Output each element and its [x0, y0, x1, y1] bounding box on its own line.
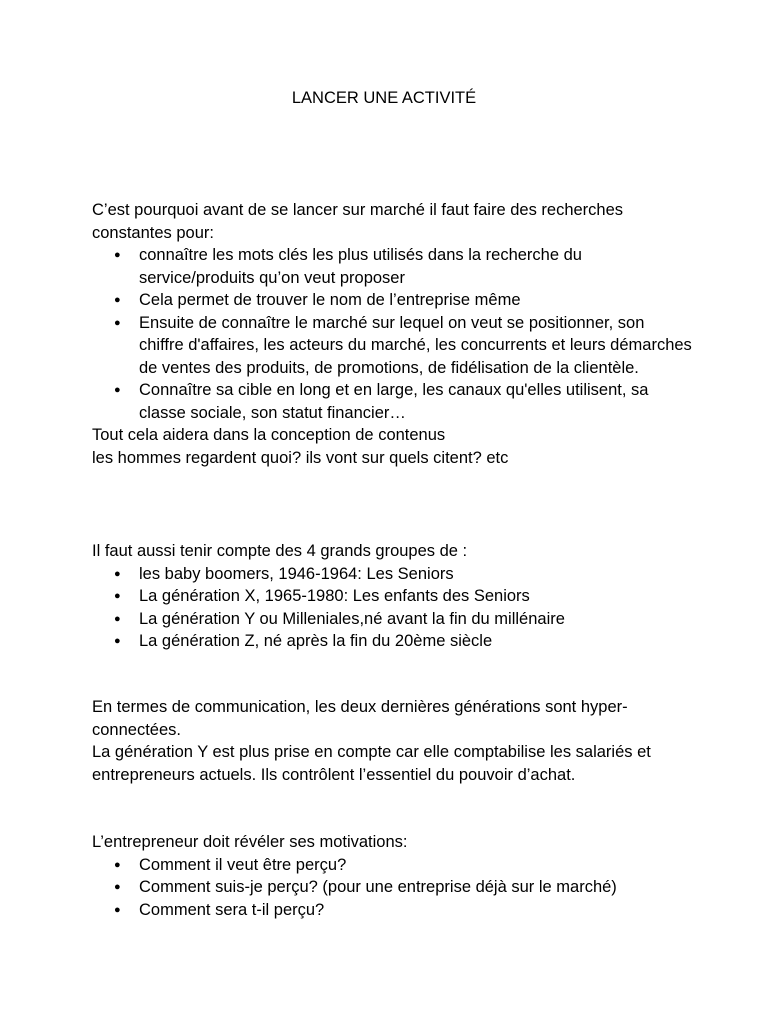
list-item: ● Comment il veut être perçu? [92, 854, 692, 877]
list-item: ● Comment sera t-il perçu? [92, 899, 692, 922]
generations-list [92, 563, 692, 653]
generations-section [92, 540, 692, 653]
list-item: ● Comment suis-je perçu? (pour une entreprise déjà sur le marché) [92, 876, 692, 899]
list-item: ● Connaître sa cible en long et en large, les canaux qu'elles utilisent, sa classe sociale, son statut financier… [92, 379, 692, 424]
communication-paragraph: En termes de communication, les deux dernières générations sont hyper-connectées. [92, 698, 628, 739]
motivations-list [92, 854, 692, 922]
research-question: les hommes regardent quoi? ils vont sur quels citent? etc [92, 448, 509, 467]
communication-section [92, 696, 692, 786]
research-list [92, 244, 692, 424]
research-section [92, 199, 692, 469]
list-item: ● Cela permet de trouver le nom de l’entreprise même [92, 289, 692, 312]
research-intro: C’est pourquoi avant de se lancer sur marché il faut faire des recherches constantes pour: [92, 201, 624, 242]
motivations-intro: L’entrepreneur doit révéler ses motivations: [92, 833, 408, 851]
list-item: ● les baby boomers, 1946-1964: Les Seniors [92, 563, 692, 586]
list-item: ● Ensuite de connaître le marché sur lequel on veut se positionner, son chiffre d'affaires, les acteurs du marché, les concurrents et leurs démarches de ventes des produits, de promotions, de fidélisation de la clientèle. [92, 312, 692, 380]
generations-intro: Il faut aussi tenir compte des 4 grands groupes de : [92, 542, 468, 560]
list-item: ● La génération X, 1965-1980: Les enfants des Seniors [92, 585, 692, 608]
generation-y-paragraph: La génération Y est plus prise en compte car elle comptabilise les salariés et entrepreneurs actuels. Ils contrôlent l’essentiel du pouvoir d’achat. [92, 743, 651, 784]
list-item: ● connaître les mots clés les plus utilisés dans la recherche du service/produits qu’on veut proposer [92, 244, 692, 289]
research-conclusion: Tout cela aidera dans la conception de contenus [92, 426, 446, 444]
list-item: ● La génération Z, né après la fin du 20ème siècle [92, 630, 692, 653]
list-item: ● La génération Y ou Milleniales,né avant la fin du millénaire [92, 608, 692, 631]
document-title: LANCER UNE ACTIVITÉ [291, 89, 477, 107]
motivations-section [92, 831, 692, 921]
